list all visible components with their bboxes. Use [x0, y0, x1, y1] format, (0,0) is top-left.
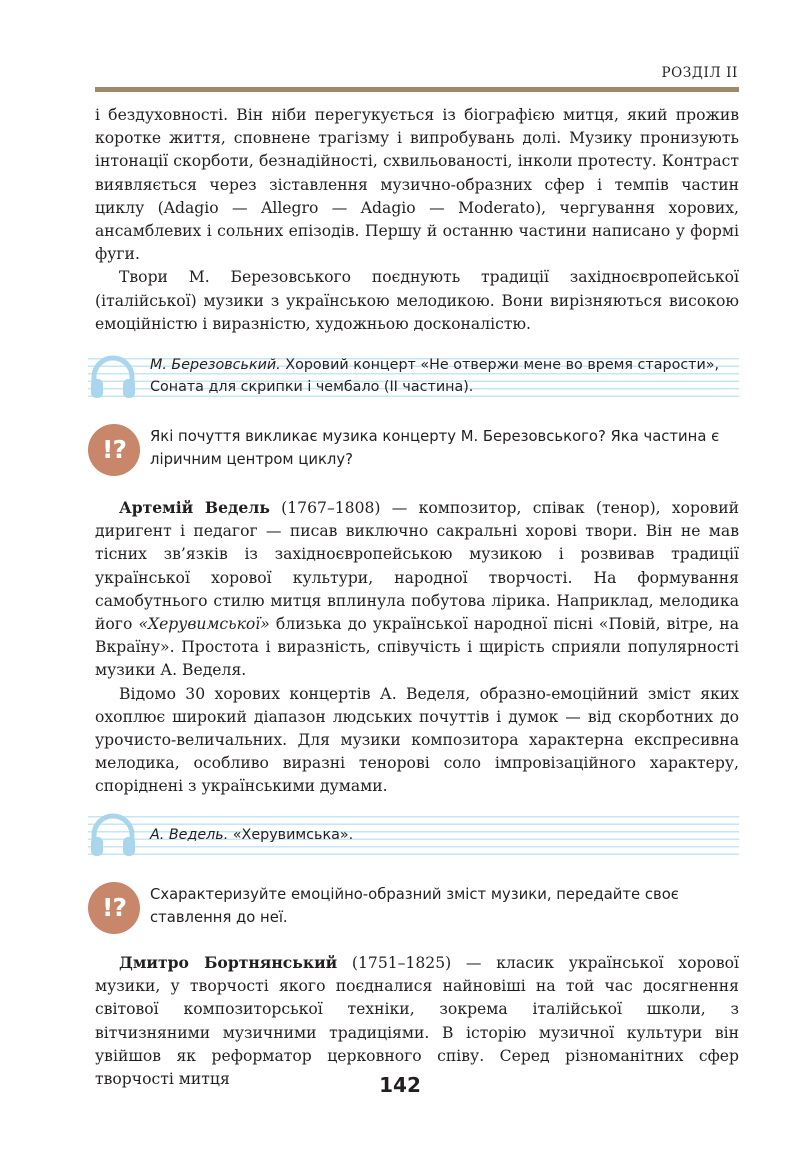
paragraph: Відомо 30 хорових концертів А. Веделя, образно-емоційний зміст яких охоплює широкий діапазон людських почуттів і думок — від скорботних до урочисто-величальних. Для музики композитора характерна експресивна мелодика, особливо виразні тенорові соло імпровізаційного характеру, споріднені з українськими думами.: [95, 684, 739, 796]
paragraph: Твори М. Березовського поєднують традиції західноєвропейської (італійської) музики з українською мелодикою. Вони вирізняються високою емоційністю і виразністю, художньою досконалістю.: [95, 268, 739, 333]
section-title: РОЗДІЛ II: [661, 65, 738, 81]
listening-text: [150, 354, 739, 398]
listening-text: [150, 824, 739, 846]
text-block-3: [95, 951, 739, 1091]
paragraph: і бездуховності. Він ніби перегукується із біографією митця, який прожив коротке життя, сповнене трагізму і випробувань долі. Музику пронизують інтонації скорботи, безнадійності, схвильованості, інколи протесту. Контраст виявляється через зіставлення музично-образних сфер і темпів частин циклу (Adagio — Allegro — Adagio — Moderato), чергування хорових, ансамблевих і сольних епізодів. Першу й останню частини написано у формі фуги.: [95, 106, 739, 264]
paragraph-text: (1751–1825) — класик української хорової музики, у творчості якого поєдналися найновіші на той час досягнення світової композиторської техніки, зокрема італійської школи, з вітчизняними музичними традиціями. В історію музичної культури він увійшов як реформатор церковного співу. Серед різноманітних сфер творчості митця: [95, 954, 740, 1089]
paragraph-text: (1767–1808) — композитор, співак (тенор), хоровий диригент і педагог — писав виключно сакральні хорові твори. Він не мав тісних зв’язків із західноєвропейською музикою і розвивав традиції української хорової культури, народної творчості. На формування самобутнього стилю митця вплинула побутова лірика. Наприклад, мелодика його: [95, 499, 739, 634]
listening-works: «Херувимська».: [228, 827, 354, 843]
headphones-icon: [88, 813, 138, 857]
composer-name: Дмитро Бортнянський: [119, 953, 338, 972]
listening-works: Хоровий концерт «Не отвержи мене во время старости», Соната для скрипки і чембало (II частина).: [150, 357, 720, 395]
listening-block: [88, 810, 739, 860]
paragraph: [95, 951, 739, 1091]
paragraph-text: близька до української народної пісні «Повій, вітре, на Вкраїну». Простота і виразність, співучість і щирість сприяли популярності музики А. Веделя.: [95, 615, 740, 680]
question-block: [88, 424, 739, 478]
page-number: 142: [379, 1073, 421, 1097]
question-exclamation-icon: !?: [88, 424, 140, 476]
question-text: Схарактеризуйте емоційно-образний зміст музики, передайте своє ставлення до неї.: [150, 886, 679, 926]
listening-author: А. Ведель.: [150, 827, 229, 843]
question-exclamation-icon: !?: [88, 882, 140, 934]
headphones-icon: [88, 355, 138, 399]
header-rule: [95, 87, 739, 92]
question-text: Які почуття викликає музика концерту М. Березовського? Яка частина є ліричним центром циклу?: [150, 428, 720, 468]
text-block-2: [95, 496, 739, 799]
listening-author: М. Березовський.: [150, 357, 281, 373]
composer-name: Артемій Ведель: [119, 498, 270, 517]
work-title: «Херувимської»: [138, 615, 270, 634]
paragraph: [95, 496, 739, 683]
text-block-1: [95, 104, 739, 336]
listening-block: [88, 352, 739, 402]
question-block: [88, 882, 739, 936]
